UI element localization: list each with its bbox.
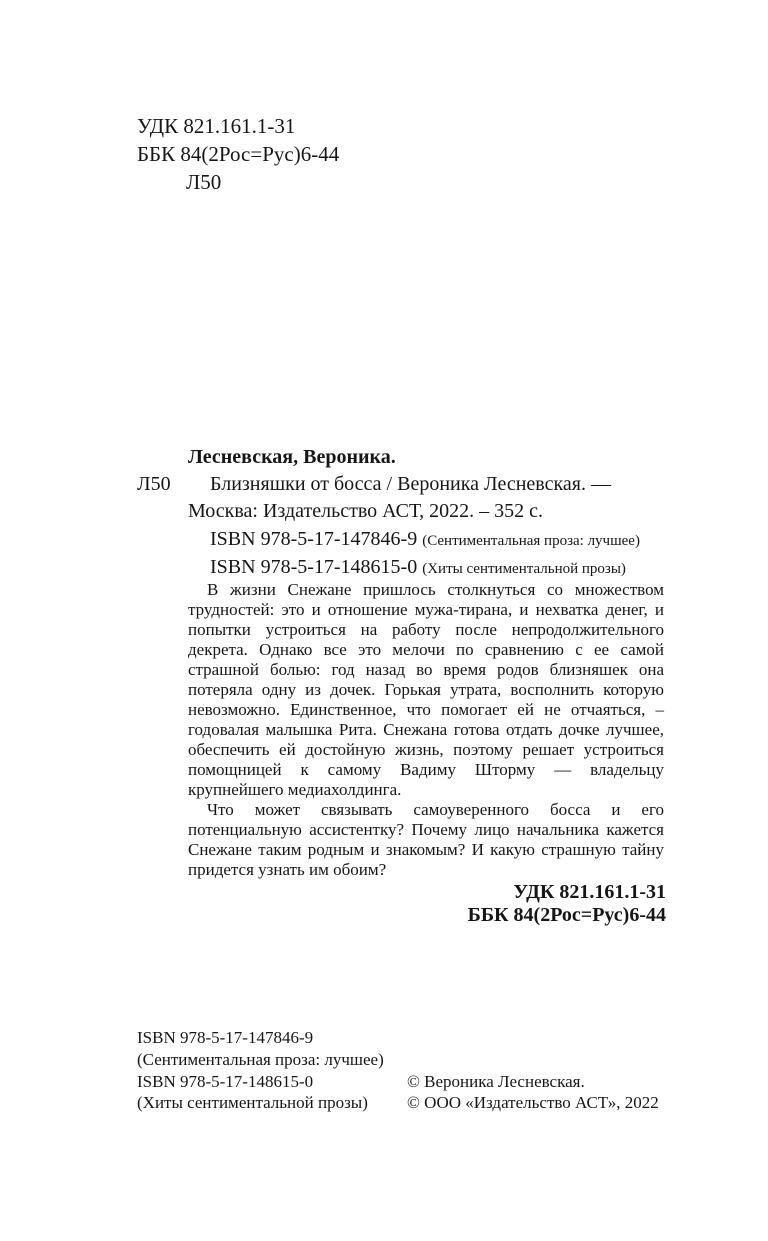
annotation-block xyxy=(188,580,664,880)
author-sign: Л50 xyxy=(186,170,222,194)
imprint-line: Москва: Издательство АСТ, 2022. – 352 с. xyxy=(188,500,544,522)
udk-code: УДК 821.161.1-31 xyxy=(137,114,296,138)
top-cataloguing-block xyxy=(137,112,339,196)
udk-code: УДК 821.161.1-31 xyxy=(513,881,666,903)
annotation-paragraph: В жизни Снежане пришлось столкнуться со множеством трудностей: это и отношение мужа-тирана, и нехватка денег, и попытки устроиться на работу после непродолжительного декрета. Однако все это мелочи по сравнению с ее самой страшной болью: год назад во время родов близняшек она потеряла одну из дочек. Горькая утрата, восполнить которую невозможно. Единственное, что помогает ей не отчаяться, – годовалая малышка Рита. Снежана готова отдать дочке лучшее, обеспечить ей достойную жизнь, поэтому решает устроиться помощницей к самому Вадиму Шторму — владельцу крупнейшего медиахолдинга. xyxy=(188,580,664,799)
bbk-code: ББК 84(2Рос=Рус)6-44 xyxy=(137,142,340,166)
footer-isbn-line: ISBN 978-5-17-147846-9 xyxy=(137,1028,314,1047)
isbn-entry xyxy=(210,527,666,555)
isbn-entry xyxy=(210,555,666,583)
author-sign: Л50 xyxy=(137,473,171,495)
series-name: (Хиты сентиментальной прозы) xyxy=(422,560,626,577)
author-heading: Лесневская, Вероника. xyxy=(188,446,396,468)
copyright-block xyxy=(407,1071,659,1115)
isbn-number: ISBN 978-5-17-147846-9 xyxy=(210,528,418,550)
footer-isbn-block xyxy=(137,1027,384,1114)
annotation-paragraph: Что может связывать самоуверенного босса и его потенциальную ассистентку? Почему лицо начальника кажется Снежане таким родным и знакомым? И какую страшную тайну придется узнать им обоим? xyxy=(188,800,664,879)
bbk-code: ББК 84(2Рос=Рус)6-44 xyxy=(467,904,666,926)
bottom-cataloguing-codes xyxy=(188,881,666,927)
copyright-line: © Вероника Лесневская. xyxy=(407,1071,585,1091)
title-line-wrap xyxy=(137,471,666,498)
title-statement: Близняшки от босса / Вероника Лесневская. — xyxy=(210,473,611,495)
footer-series-line: (Сентиментальная проза: лучшее) xyxy=(137,1049,384,1069)
isbn-number: ISBN 978-5-17-148615-0 xyxy=(210,555,418,578)
isbn-block xyxy=(188,527,666,582)
footer-isbn-line: ISBN 978-5-17-148615-0 xyxy=(137,1071,314,1091)
footer-series-line: (Хиты сентиментальной прозы) xyxy=(137,1093,368,1113)
series-name: (Сентиментальная проза: лучшее) xyxy=(422,533,640,549)
catalog-card xyxy=(137,444,666,582)
copyright-line: © ООО «Издательство АСТ», 2022 xyxy=(407,1093,659,1113)
